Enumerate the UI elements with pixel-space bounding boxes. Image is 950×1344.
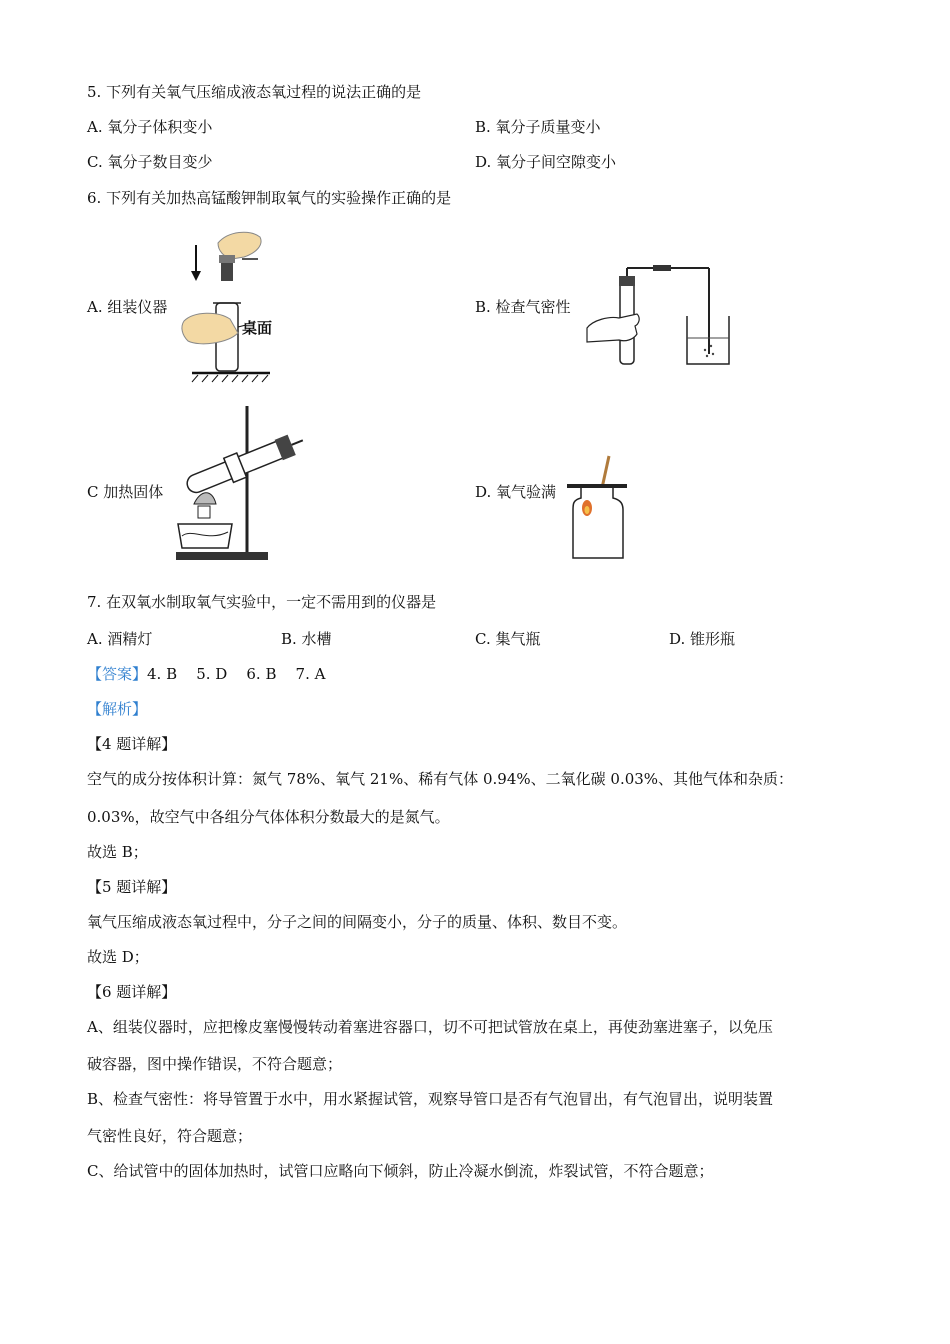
q6-option-a: A. 组装仪器 (87, 298, 168, 316)
detail6-a-line1: A、组装仪器时，应把橡皮塞慢慢转动着塞进容器口，切不可把试管放在桌上，再使劲塞进塞子，以免压 (87, 1018, 773, 1036)
detail4-conclusion: 故选 B； (87, 843, 148, 861)
figure-assemble-apparatus (178, 225, 278, 383)
detail4-heading: 【4 题详解】 (87, 735, 177, 753)
q5-option-b: B. 氧分子质量变小 (475, 118, 601, 136)
detail6-c-line1: C、给试管中的固体加热时，试管口应略向下倾斜，防止冷凝水倒流，炸裂试管，不符合题意； (87, 1162, 714, 1180)
detail5-conclusion: 故选 D； (87, 948, 149, 966)
q5-stem: 5. 下列有关氧气压缩成液态氧过程的说法正确的是 (87, 83, 422, 101)
q7-option-b: B. 水槽 (281, 630, 332, 648)
answer-text: 4. B 5. D 6. B 7. A (147, 665, 326, 683)
figure-airtightness-check (585, 258, 735, 368)
detail5-heading: 【5 题详解】 (87, 878, 177, 896)
q7-option-d: D. 锥形瓶 (669, 630, 736, 648)
answer-tag: 【答案】 (87, 665, 148, 683)
q6-option-c: C 加热固体 (87, 483, 164, 501)
detail6-a-line2: 破容器，图中操作错误，不符合题意； (87, 1055, 343, 1073)
q5-option-d: D. 氧分子间空隙变小 (475, 153, 617, 171)
q7-option-c: C. 集气瓶 (475, 630, 541, 648)
figure-a-desk-label: 桌面 (242, 319, 273, 337)
detail6-heading: 【6 题详解】 (87, 983, 177, 1001)
q5-option-a: A. 氧分子体积变小 (87, 118, 213, 136)
q6-option-d: D. 氧气验满 (475, 483, 557, 501)
figure-heating-solid (172, 404, 310, 562)
figure-oxygen-fullness-check (565, 452, 635, 562)
detail6-b-line1: B、检查气密性：将导管置于水中，用水紧握试管，观察导管口是否有气泡冒出，有气泡冒出，说明装置 (87, 1090, 774, 1108)
q6-stem: 6. 下列有关加热高锰酸钾制取氧气的实验操作正确的是 (87, 189, 452, 207)
detail4-line1: 空气的成分按体积计算：氮气 78%、氧气 21%、稀有气体 0.94%、二氧化碳 0.03%、其他气体和杂质： (87, 770, 794, 788)
analysis-tag: 【解析】 (87, 700, 148, 718)
q6-option-b: B. 检查气密性 (475, 298, 571, 316)
detail4-line2: 0.03%，故空气中各组分气体体积分数最大的是氮气。 (87, 808, 450, 826)
q5-option-c: C. 氧分子数目变少 (87, 153, 213, 171)
detail6-b-line2: 气密性良好，符合题意； (87, 1127, 253, 1145)
detail5-line1: 氧气压缩成液态氧过程中，分子之间的间隔变小，分子的质量、体积、数目不变。 (87, 913, 628, 931)
answer-line (87, 663, 325, 684)
q7-option-a: A. 酒精灯 (87, 630, 153, 648)
q7-stem: 7. 在双氧水制取氧气实验中，一定不需用到的仪器是 (87, 593, 437, 611)
